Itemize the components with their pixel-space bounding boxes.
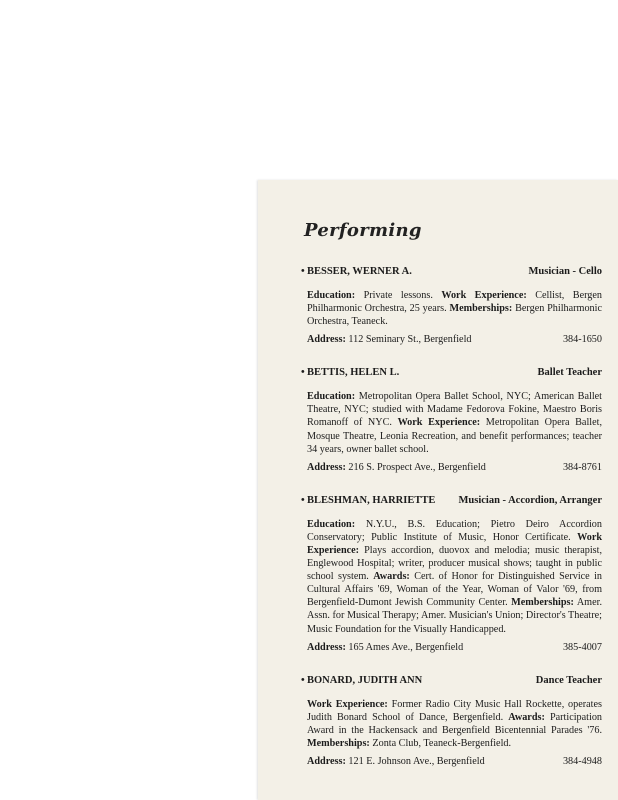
field-text: Zonta Club, Teaneck-Bergenfield. bbox=[372, 737, 512, 749]
field-text: Former Radio City Music Hall Rockette, operates Judith Bonard School of Dance, Bergenfield. bbox=[307, 698, 602, 723]
field-label: Memberships: bbox=[449, 303, 513, 315]
bullet-icon: • bbox=[301, 674, 305, 686]
field-label: Awards: bbox=[373, 571, 410, 583]
entry-header bbox=[258, 266, 618, 280]
directory-page bbox=[258, 180, 618, 800]
field-text: Bergen Philharmonic Orchestra, Teaneck. bbox=[307, 303, 602, 328]
entry-role: Musician - Cello bbox=[528, 266, 602, 277]
field-text: Amer. Assn. for Musical Therapy; Amer. Musician's Union; Director's Theatre; Music Foundation for the Visually Handicapped. bbox=[307, 597, 603, 635]
entry-role: Ballet Teacher bbox=[537, 367, 602, 379]
field-text: Metropolitan Opera Ballet, Mosque Theatre, Leonia Recreation, and benefit performances; teacher 34 years, owner ballet school. bbox=[307, 417, 603, 455]
entry-address-line bbox=[307, 642, 602, 655]
field-text: Cellist, Bergen Philharmonic Orchestra, 25 years. bbox=[307, 290, 603, 315]
address-text: 112 Seminary St., Bergenfield bbox=[348, 334, 472, 346]
field-text: Private lessons. bbox=[363, 290, 433, 301]
bullet-icon: • bbox=[301, 367, 305, 379]
field-label: Memberships: bbox=[307, 737, 370, 749]
entry-name: BETTIS, HELEN L. bbox=[307, 367, 400, 379]
phone-number: 384-4948 bbox=[562, 755, 602, 767]
entry-body bbox=[307, 390, 602, 455]
directory-entry bbox=[258, 675, 618, 769]
entry-address-line bbox=[307, 756, 602, 769]
field-label: Work Experience: bbox=[397, 417, 481, 429]
directory-entry bbox=[258, 495, 618, 655]
field-label: Education: bbox=[307, 290, 356, 301]
address-label: Address: bbox=[307, 755, 346, 767]
entry-role: Dance Teacher bbox=[535, 674, 602, 686]
field-text: N.Y.U., B.S. Education; Pietro Deiro Accordion Conservatory; Public Institute of Music, Honor Certificate. bbox=[307, 518, 602, 543]
address-label: Address: bbox=[307, 461, 346, 473]
entry-name: BLESHMAN, HARRIETTE bbox=[307, 494, 436, 506]
address-text: 165 Ames Ave., Bergenfield bbox=[348, 641, 464, 653]
phone-number: 385-4007 bbox=[562, 641, 602, 653]
field-label: Memberships: bbox=[511, 597, 574, 609]
address-text: 216 S. Prospect Ave., Bergenfield bbox=[348, 461, 486, 473]
entry-role: Musician - Accordion, Arranger bbox=[458, 494, 602, 506]
field-label: Work Experience: bbox=[307, 531, 603, 556]
field-text: Metropolitan Opera Ballet School, NYC; American Ballet Theatre, NYC; studied with Madame Fedorova Fokine, Maestro Boris Romanoff of NYC. bbox=[307, 391, 602, 429]
entry-list bbox=[258, 266, 618, 789]
entry-header bbox=[258, 675, 618, 689]
directory-entry bbox=[258, 367, 618, 474]
field-label: Education: bbox=[307, 518, 356, 530]
entry-name: BESSER, WERNER A. bbox=[307, 266, 412, 277]
section-title: Performing bbox=[304, 220, 422, 241]
entry-header bbox=[258, 495, 618, 509]
field-text: Plays accordion, duovox and melodia; music therapist, Englewood Hospital; writer, producer musical shows; taught in public school system. bbox=[307, 544, 603, 583]
bullet-icon: • bbox=[301, 266, 305, 277]
entry-address-line bbox=[307, 462, 602, 475]
address-label: Address: bbox=[307, 641, 346, 653]
field-text: Cert. of Honor for Distinguished Service in Cultural Affairs '69, Woman of the Year, Woman of Valor '69, from Bergenfield-Dumont Jewish Community Center. bbox=[307, 571, 602, 609]
entry-name: BONARD, JUDITH ANN bbox=[307, 674, 423, 686]
address-text: 121 E. Johnson Ave., Bergenfield bbox=[348, 755, 485, 767]
address-label: Address: bbox=[307, 334, 346, 346]
field-text: Participation Award in the Hackensack and Bergenfield Bicentennial Parades '76. bbox=[307, 711, 603, 736]
entry-address-line bbox=[307, 334, 602, 347]
phone-number: 384-1650 bbox=[562, 334, 602, 346]
phone-number: 384-8761 bbox=[562, 461, 602, 473]
field-label: Work Experience: bbox=[441, 290, 527, 301]
field-label: Awards: bbox=[508, 711, 545, 723]
field-label: Education: bbox=[307, 391, 356, 403]
entry-body bbox=[307, 518, 602, 636]
entry-body bbox=[307, 289, 602, 328]
bullet-icon: • bbox=[301, 494, 305, 506]
entry-header bbox=[258, 367, 618, 381]
field-label: Work Experience: bbox=[307, 698, 388, 710]
entry-body bbox=[307, 698, 602, 750]
directory-entry bbox=[258, 266, 618, 347]
